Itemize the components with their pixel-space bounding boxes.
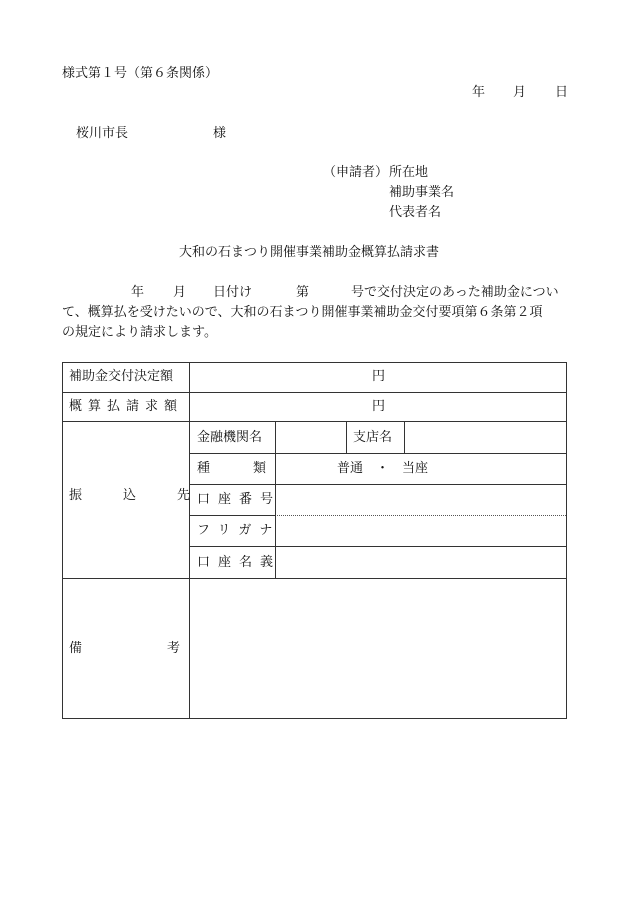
- row-divider: [63, 421, 566, 422]
- date-year-label: 年: [472, 85, 486, 100]
- decision-amount-label: 補助金交付決定額: [69, 369, 174, 384]
- request-amount-unit: 円: [372, 399, 386, 414]
- date-day-label: 日: [555, 85, 569, 100]
- remarks-label: 備考: [69, 641, 266, 656]
- applicant-project-label: 補助事業名: [389, 185, 455, 200]
- request-table: [62, 362, 567, 719]
- transfer-label: 振込先: [69, 488, 232, 503]
- column-divider: [346, 421, 347, 453]
- applicant-representative-label: 代表者名: [389, 205, 442, 220]
- form-number: 様式第１号（第６条関係）: [62, 66, 219, 81]
- row-divider-dotted: [275, 515, 566, 516]
- body-line1-rest: 号で交付決定のあった補助金につい: [351, 285, 559, 300]
- request-amount-label: [69, 399, 182, 415]
- addressee-name: 桜川市長: [76, 126, 129, 141]
- body-dated: 日付け: [213, 285, 253, 300]
- row-divider: [63, 392, 566, 393]
- body-month: 月: [173, 285, 187, 300]
- row-divider: [190, 515, 275, 516]
- body-number-prefix: 第: [296, 285, 310, 300]
- body-year: 年: [131, 285, 145, 300]
- type-label: 種類: [197, 461, 310, 476]
- applicant-label: （申請者）: [323, 165, 389, 180]
- type-options: 普通 ・ 当座: [337, 461, 429, 476]
- column-divider: [404, 421, 405, 453]
- decision-amount-unit: 円: [372, 369, 386, 384]
- column-divider: [189, 363, 190, 718]
- account-name-label: 口座名義: [197, 555, 282, 570]
- furigana-label: フリガナ: [197, 523, 281, 538]
- account-number-label: 口座番号: [197, 492, 282, 507]
- row-divider: [63, 578, 566, 579]
- row-divider: [190, 484, 566, 485]
- document-title: 大和の石まつり開催事業補助金概算払請求書: [179, 245, 440, 260]
- applicant-address-label: 所在地: [389, 165, 429, 180]
- bank-name-label: 金融機関名: [197, 430, 263, 445]
- row-divider: [190, 453, 566, 454]
- date-month-label: 月: [513, 85, 527, 100]
- addressee-honorific: 様: [213, 126, 227, 141]
- row-divider: [190, 546, 566, 547]
- branch-name-label: 支店名: [353, 430, 393, 445]
- body-line3: の規定により請求します。: [62, 325, 217, 340]
- body-line2: て、概算払を受けたいので、大和の石まつり開催事業補助金交付要項第６条第２項: [62, 305, 543, 320]
- request-amount-label-chars: 概算払請求額: [69, 399, 184, 414]
